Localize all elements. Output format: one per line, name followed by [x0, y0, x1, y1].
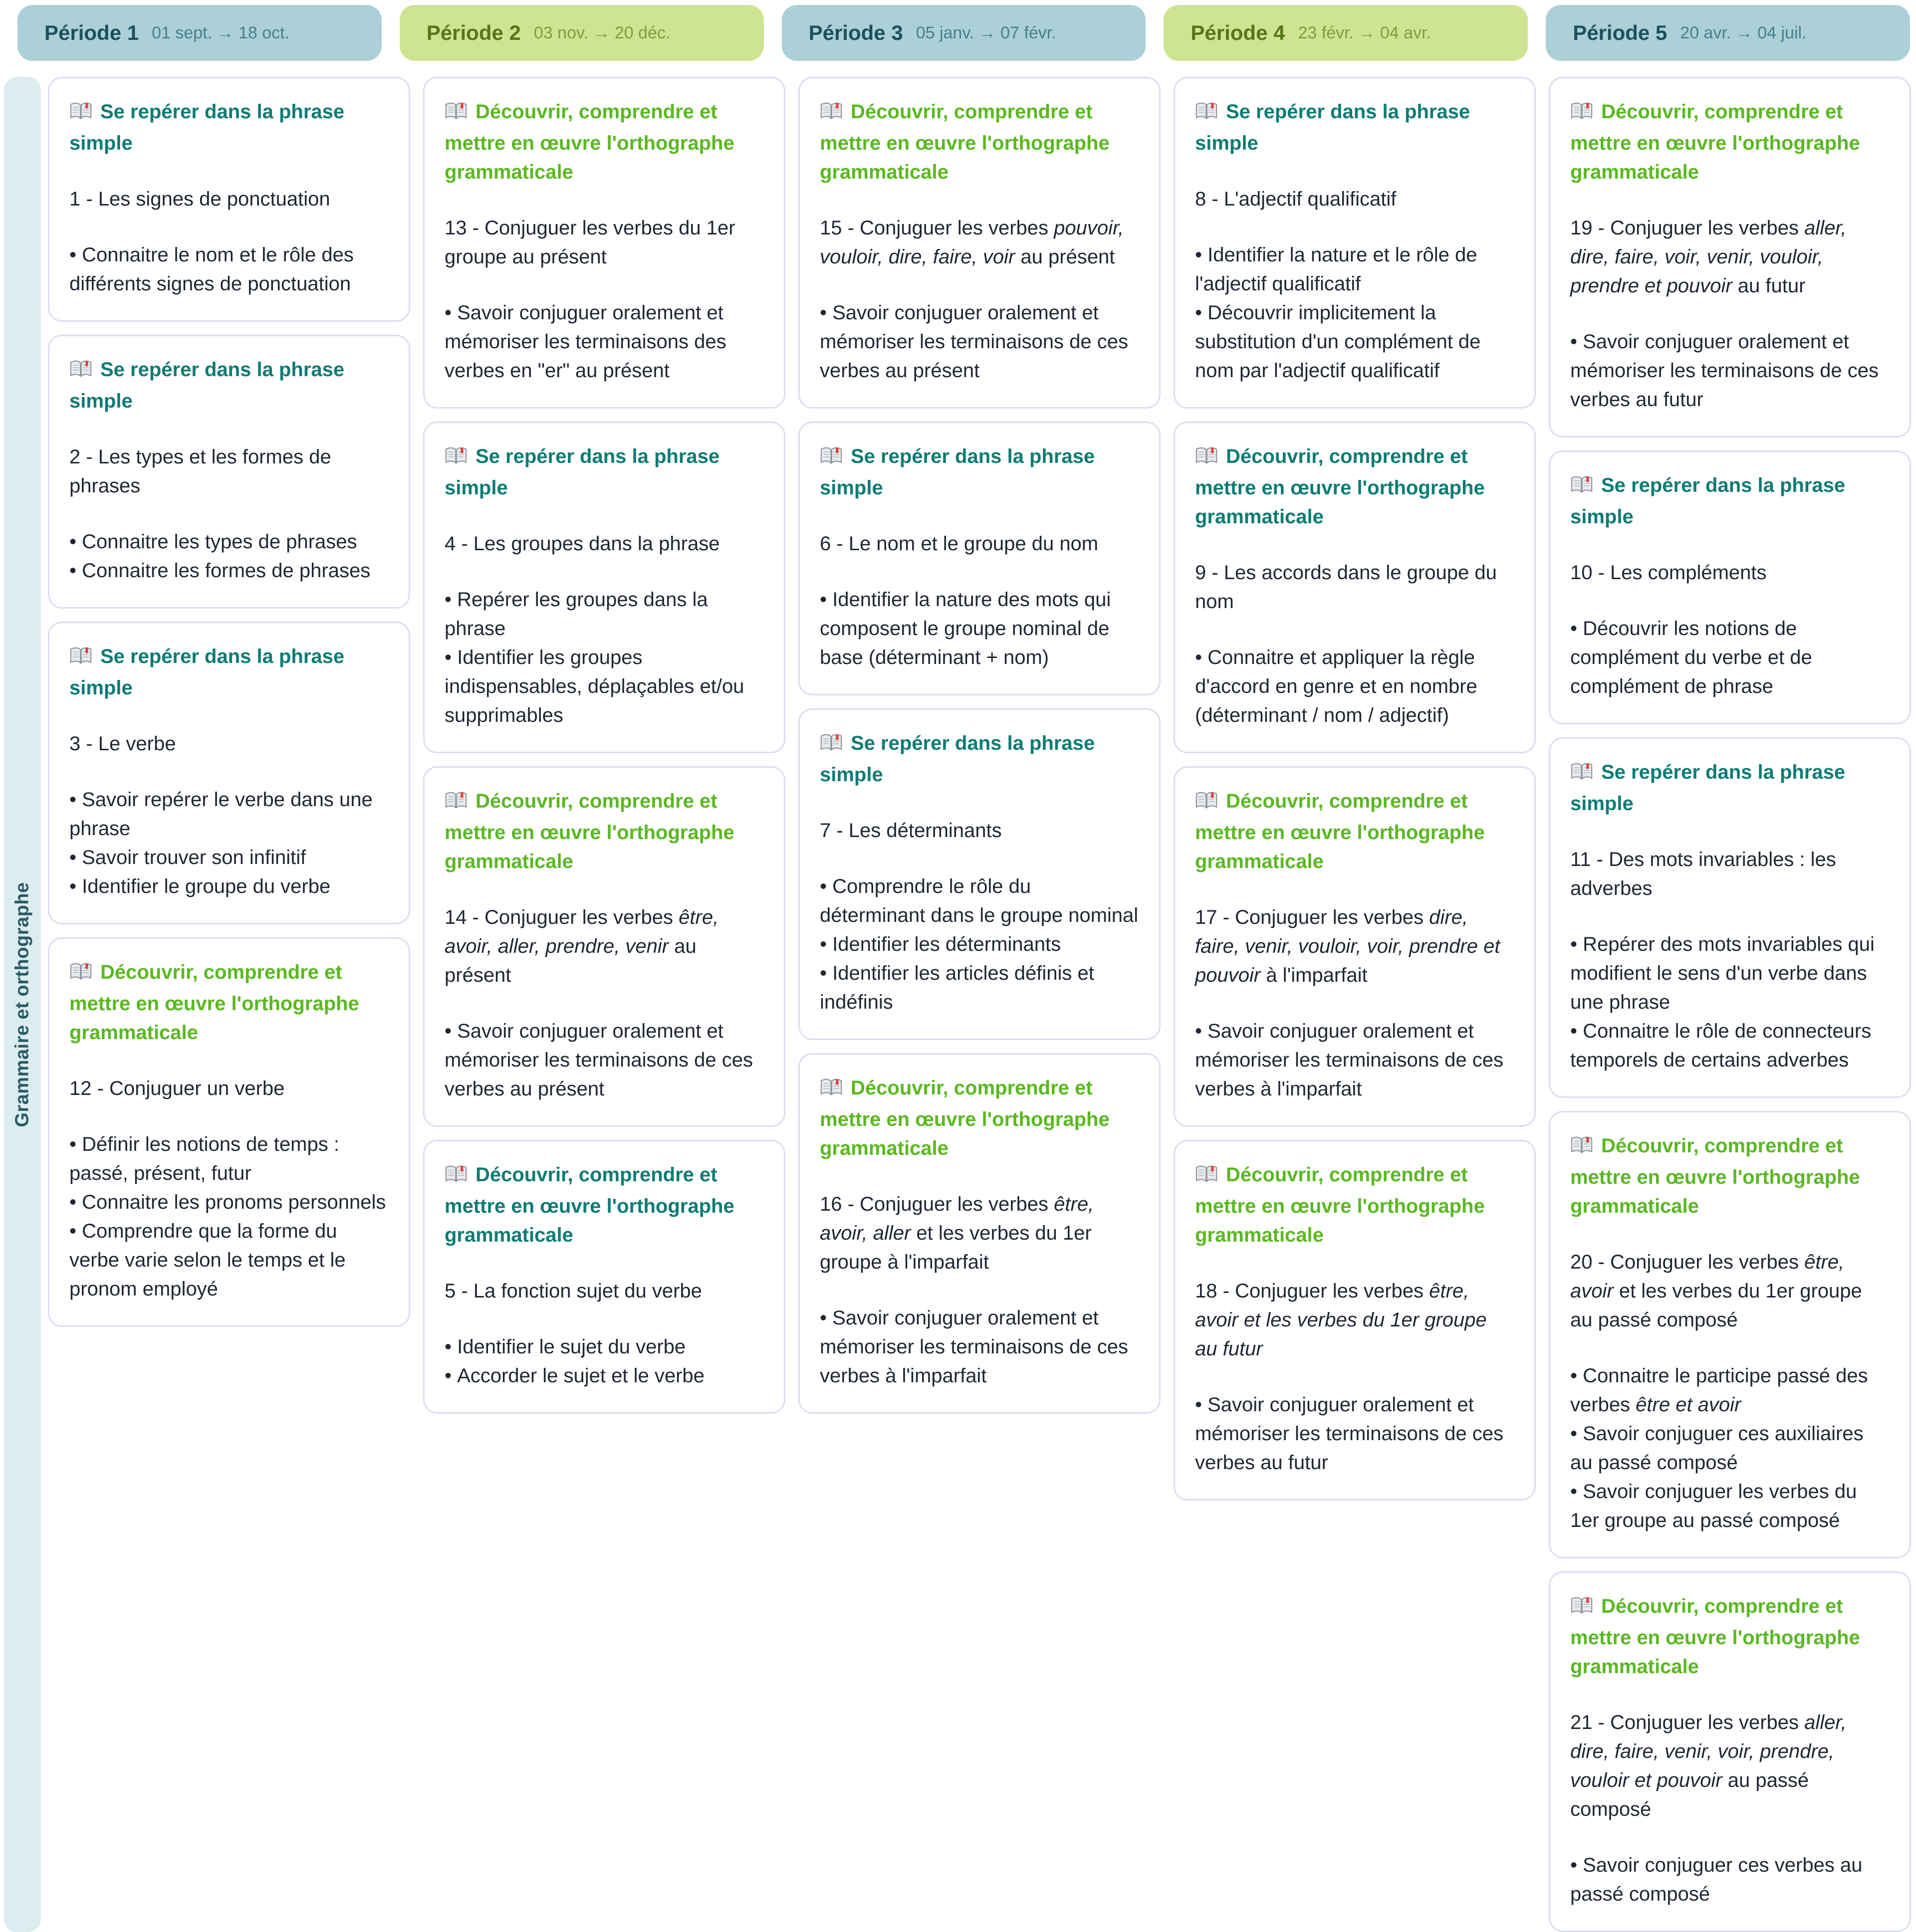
- progression-board: [0, 5, 1916, 1932]
- lesson-card[interactable]: [423, 766, 785, 1127]
- objective-item: • Identifier le sujet du verbe: [445, 1332, 764, 1361]
- lesson-card[interactable]: [798, 77, 1161, 409]
- open-book-icon: [1570, 1134, 1593, 1163]
- lesson-card[interactable]: [1549, 737, 1911, 1098]
- open-book-icon: [1570, 760, 1593, 789]
- objective-item: • Savoir conjuguer oralement et mémoriser les terminaisons de ces verbes à l'imparfait: [820, 1303, 1139, 1390]
- card-category-label: Se repérer dans la phrase simple: [1570, 761, 1846, 815]
- objective-item: • Définir les notions de temps : passé, présent, futur: [69, 1130, 389, 1188]
- open-book-icon: [69, 100, 92, 129]
- card-category-label: Se repérer dans la phrase simple: [1570, 474, 1846, 528]
- period-3-column: [798, 77, 1161, 1414]
- card-category-label: Découvrir, comprendre et mettre en œuvre l'orthographe grammaticale: [445, 790, 734, 872]
- card-title: 9 - Les accords dans le groupe du nom: [1195, 562, 1497, 613]
- objective-item: • Comprendre le rôle du déterminant dans le groupe nominal: [820, 872, 1139, 930]
- periods-header: [17, 5, 1910, 61]
- card-category-label: Se repérer dans la phrase simple: [69, 101, 345, 154]
- card-objectives: [820, 872, 1139, 1017]
- objective-item: • Repérer des mots invariables qui modifient le sens d'un verbe dans une phrase: [1570, 930, 1890, 1017]
- objective-item: • Savoir repérer le verbe dans une phrase: [69, 785, 389, 843]
- objective-item: • Identifier les déterminants: [820, 930, 1139, 959]
- objective-item: • Identifier la nature des mots qui composent le groupe nominal de base (déterminant + nom): [820, 585, 1139, 672]
- lesson-card[interactable]: [1174, 1140, 1536, 1501]
- objective-item: • Savoir conjuguer oralement et mémoriser les terminaisons de ces verbes au présent: [445, 1017, 764, 1103]
- card-category: [1570, 758, 1890, 818]
- card-category-label: Découvrir, comprendre et mettre en œuvre l'orthographe grammaticale: [1195, 445, 1485, 528]
- card-category: [820, 442, 1139, 502]
- open-book-icon: [69, 358, 92, 387]
- lesson-card[interactable]: [1549, 450, 1911, 724]
- card-objectives: [1570, 1361, 1890, 1535]
- card-category: [445, 442, 764, 502]
- objective-item: • Savoir conjuguer oralement et mémoriser les terminaisons de ces verbes à l'imparfait: [1195, 1017, 1514, 1103]
- card-title: 12 - Conjuguer un verbe: [69, 1077, 285, 1099]
- objective-item: • Identifier les groupes indispensables, déplaçables et/ou supprimables: [445, 643, 764, 730]
- open-book-icon: [820, 444, 843, 473]
- objective-item: • Savoir conjuguer oralement et mémoriser les terminaisons de ces verbes au futur: [1195, 1390, 1514, 1477]
- domain-label: Grammaire et orthographe: [11, 881, 33, 1127]
- objective-item: • Savoir conjuguer oralement et mémoriser les terminaisons des verbes en "er" au présent: [445, 298, 764, 385]
- objective-item: • Connaitre le participe passé des verbes être et avoir: [1570, 1361, 1890, 1419]
- card-objectives: [69, 785, 389, 901]
- card-title: 5 - La fonction sujet du verbe: [445, 1280, 702, 1302]
- card-title: 21 - Conjuguer les verbes aller, dire, faire, venir, voir, prendre, vouloir et pouvoir au passé composé: [1570, 1712, 1847, 1820]
- objective-item: • Savoir conjuguer oralement et mémoriser les terminaisons de ces verbes au présent: [820, 298, 1139, 385]
- card-title: 20 - Conjuguer les verbes être, avoir et les verbes du 1er groupe au passé composé: [1570, 1251, 1862, 1331]
- open-book-icon: [69, 644, 92, 673]
- objective-item: • Identifier les articles définis et indéfinis: [820, 959, 1139, 1017]
- lesson-card[interactable]: [1174, 77, 1536, 409]
- period-dates: 23 févr. → 04 avr.: [1298, 23, 1431, 42]
- period-dates: 20 avr. → 04 juil.: [1680, 23, 1807, 42]
- open-book-icon: [820, 1076, 843, 1105]
- card-category-label: Se repérer dans la phrase simple: [445, 445, 720, 499]
- card-category-label: Se repérer dans la phrase simple: [69, 645, 345, 699]
- card-category: [1195, 1160, 1514, 1250]
- card-title: 16 - Conjuguer les verbes être, avoir, aller et les verbes du 1er groupe à l'imparfait: [820, 1193, 1094, 1273]
- card-category: [1195, 787, 1514, 876]
- card-category: [1570, 1592, 1890, 1681]
- card-category-label: Découvrir, comprendre et mettre en œuvre l'orthographe grammaticale: [1570, 1595, 1860, 1678]
- card-title: 18 - Conjuguer les verbes être, avoir et les verbes du 1er groupe au futur: [1195, 1280, 1487, 1360]
- period-5-column: [1549, 77, 1911, 1932]
- card-objectives: [69, 527, 389, 585]
- card-objectives: [1195, 1390, 1514, 1477]
- objective-item: • Connaitre le nom et le rôle des différents signes de ponctuation: [69, 240, 389, 298]
- card-objectives: [1195, 643, 1514, 730]
- open-book-icon: [820, 731, 843, 760]
- open-book-icon: [445, 1163, 468, 1192]
- lesson-card[interactable]: [798, 422, 1161, 695]
- objective-item: • Identifier le groupe du verbe: [69, 872, 389, 901]
- card-category: [820, 729, 1139, 789]
- lesson-card[interactable]: [423, 1140, 785, 1414]
- card-objectives: [1570, 614, 1890, 701]
- card-category: [69, 958, 389, 1047]
- lesson-card[interactable]: [798, 1053, 1161, 1414]
- card-objectives: [820, 585, 1139, 672]
- period-3-header: [782, 5, 1146, 61]
- card-category: [1195, 97, 1514, 158]
- card-category-label: Se repérer dans la phrase simple: [1195, 101, 1470, 154]
- objective-item: • Savoir conjuguer ces verbes au passé composé: [1570, 1851, 1890, 1909]
- card-category-label: Découvrir, comprendre et mettre en œuvre l'orthographe grammaticale: [1195, 790, 1485, 872]
- card-category: [445, 97, 764, 187]
- open-book-icon: [1195, 1163, 1218, 1192]
- card-title: 14 - Conjuguer les verbes être, avoir, aller, prendre, venir au présent: [445, 906, 719, 986]
- card-category-label: Découvrir, comprendre et mettre en œuvre l'orthographe grammaticale: [445, 101, 734, 183]
- card-category-label: Découvrir, comprendre et mettre en œuvre l'orthographe grammaticale: [445, 1164, 734, 1246]
- card-category-label: Découvrir, comprendre et mettre en œuvre l'orthographe grammaticale: [1570, 1135, 1860, 1217]
- period-4-header: [1164, 5, 1528, 61]
- card-objectives: [69, 240, 389, 298]
- card-category-label: Découvrir, comprendre et mettre en œuvre l'orthographe grammaticale: [69, 961, 359, 1044]
- lesson-card[interactable]: [48, 335, 410, 609]
- card-category: [69, 642, 389, 702]
- period-label: Période 4: [1191, 21, 1285, 44]
- objective-item: • Savoir conjuguer ces auxiliaires au passé composé: [1570, 1419, 1890, 1477]
- card-objectives: [820, 1303, 1139, 1390]
- lesson-card[interactable]: [423, 422, 785, 753]
- card-title: 7 - Les déterminants: [820, 820, 1002, 842]
- objective-item: • Comprendre que la forme du verbe varie selon le temps et le pronom employé: [69, 1217, 389, 1303]
- card-objectives: [820, 298, 1139, 385]
- card-category: [1570, 97, 1890, 187]
- open-book-icon: [1570, 473, 1593, 502]
- period-dates: 01 sept. → 18 oct.: [152, 23, 290, 42]
- card-category-label: Découvrir, comprendre et mettre en œuvre l'orthographe grammaticale: [820, 101, 1110, 183]
- card-title: 17 - Conjuguer les verbes dire, faire, venir, vouloir, voir, prendre et pouvoir à l'imparfait: [1195, 906, 1500, 986]
- objective-item: • Connaitre les formes de phrases: [69, 556, 389, 585]
- card-title: 11 - Des mots invariables : les adverbes: [1570, 849, 1836, 899]
- card-category-label: Découvrir, comprendre et mettre en œuvre l'orthographe grammaticale: [1195, 1164, 1485, 1246]
- card-objectives: [445, 1017, 764, 1103]
- period-2-header: [400, 5, 764, 61]
- card-category: [69, 355, 389, 416]
- objective-item: • Identifier la nature et le rôle de l'adjectif qualificatif: [1195, 240, 1514, 298]
- card-category: [445, 1160, 764, 1250]
- lesson-card[interactable]: [1174, 766, 1536, 1127]
- lesson-card[interactable]: [798, 708, 1161, 1040]
- open-book-icon: [1195, 789, 1218, 818]
- objective-item: • Savoir trouver son infinitif: [69, 843, 389, 872]
- card-title: 1 - Les signes de ponctuation: [69, 188, 330, 210]
- objective-item: • Connaitre et appliquer la règle d'accord en genre et en nombre (déterminant / nom / adjectif): [1195, 643, 1514, 730]
- open-book-icon: [820, 100, 843, 129]
- lesson-card[interactable]: [423, 77, 785, 409]
- card-category-label: Se repérer dans la phrase simple: [820, 732, 1095, 786]
- period-label: Période 3: [808, 21, 903, 44]
- card-category: [820, 97, 1139, 187]
- open-book-icon: [1570, 1594, 1593, 1623]
- card-objectives: [1570, 327, 1890, 414]
- objective-item: • Découvrir implicitement la substitution d'un complément de nom par l'adjectif qualificatif: [1195, 298, 1514, 385]
- period-2-column: [423, 77, 785, 1414]
- open-book-icon: [1570, 100, 1593, 129]
- open-book-icon: [1195, 100, 1218, 129]
- card-objectives: [445, 298, 764, 385]
- card-title: 3 - Le verbe: [69, 733, 176, 755]
- period-label: Période 1: [44, 21, 139, 44]
- card-category: [69, 97, 389, 158]
- card-title: 6 - Le nom et le groupe du nom: [820, 533, 1099, 555]
- objective-item: • Savoir conjuguer les verbes du 1er groupe au passé composé: [1570, 1477, 1890, 1535]
- card-title: 15 - Conjuguer les verbes pouvoir, vouloir, dire, faire, voir au présent: [820, 217, 1124, 268]
- card-objectives: [69, 1130, 389, 1303]
- card-category: [445, 787, 764, 876]
- lesson-card[interactable]: [48, 77, 410, 322]
- card-objectives: [445, 1332, 764, 1390]
- card-title: 2 - Les types et les formes de phrases: [69, 446, 331, 497]
- columns-container: [48, 77, 1911, 1932]
- card-category-label: Se repérer dans la phrase simple: [820, 445, 1095, 499]
- period-4-column: [1174, 77, 1536, 1501]
- card-category-label: Découvrir, comprendre et mettre en œuvre l'orthographe grammaticale: [1570, 101, 1860, 183]
- period-label: Période 2: [426, 21, 521, 44]
- lesson-card[interactable]: [1549, 1111, 1911, 1558]
- period-dates: 03 nov. → 20 déc.: [533, 23, 671, 42]
- lesson-card[interactable]: [48, 622, 410, 924]
- lesson-card[interactable]: [1549, 1571, 1911, 1932]
- objective-item: • Accorder le sujet et le verbe: [445, 1361, 764, 1390]
- open-book-icon: [445, 100, 468, 129]
- card-category-label: Se repérer dans la phrase simple: [69, 359, 345, 412]
- period-1-column: [48, 77, 410, 1327]
- card-title: 13 - Conjuguer les verbes du 1er groupe au présent: [445, 217, 735, 268]
- card-title: 10 - Les compléments: [1570, 562, 1767, 584]
- open-book-icon: [445, 789, 468, 818]
- card-category: [1195, 442, 1514, 531]
- card-category: [1570, 471, 1890, 531]
- card-title: 8 - L'adjectif qualificatif: [1195, 188, 1397, 210]
- card-objectives: [1570, 930, 1890, 1074]
- objective-item: • Découvrir les notions de complément du verbe et de complément de phrase: [1570, 614, 1890, 701]
- board: [0, 77, 1916, 1932]
- domain-sidebar: [4, 77, 41, 1932]
- objective-item: • Connaitre les pronoms personnels: [69, 1188, 389, 1217]
- period-1-header: [17, 5, 382, 61]
- open-book-icon: [1195, 444, 1218, 473]
- open-book-icon: [445, 444, 468, 473]
- objective-item: • Connaitre le rôle de connecteurs temporels de certains adverbes: [1570, 1017, 1890, 1074]
- card-objectives: [1195, 240, 1514, 385]
- objective-item: • Repérer les groupes dans la phrase: [445, 585, 764, 643]
- lesson-card[interactable]: [1549, 77, 1911, 437]
- card-category: [1570, 1131, 1890, 1221]
- open-book-icon: [69, 960, 92, 989]
- period-label: Période 5: [1573, 21, 1668, 44]
- card-objectives: [445, 585, 764, 730]
- card-title: 4 - Les groupes dans la phrase: [445, 533, 720, 555]
- card-objectives: [1570, 1851, 1890, 1909]
- card-objectives: [1195, 1017, 1514, 1103]
- lesson-card[interactable]: [1174, 422, 1536, 753]
- card-title: 19 - Conjuguer les verbes aller, dire, faire, voir, venir, vouloir, prendre et pouvoir au futur: [1570, 217, 1847, 297]
- card-category-label: Découvrir, comprendre et mettre en œuvre l'orthographe grammaticale: [820, 1077, 1110, 1159]
- period-5-header: [1546, 5, 1910, 61]
- period-dates: 05 janv. → 07 févr.: [916, 23, 1056, 42]
- card-category: [820, 1073, 1139, 1163]
- objective-item: • Savoir conjuguer oralement et mémoriser les terminaisons de ces verbes au futur: [1570, 327, 1890, 414]
- lesson-card[interactable]: [48, 937, 410, 1327]
- objective-item: • Connaitre les types de phrases: [69, 527, 389, 556]
